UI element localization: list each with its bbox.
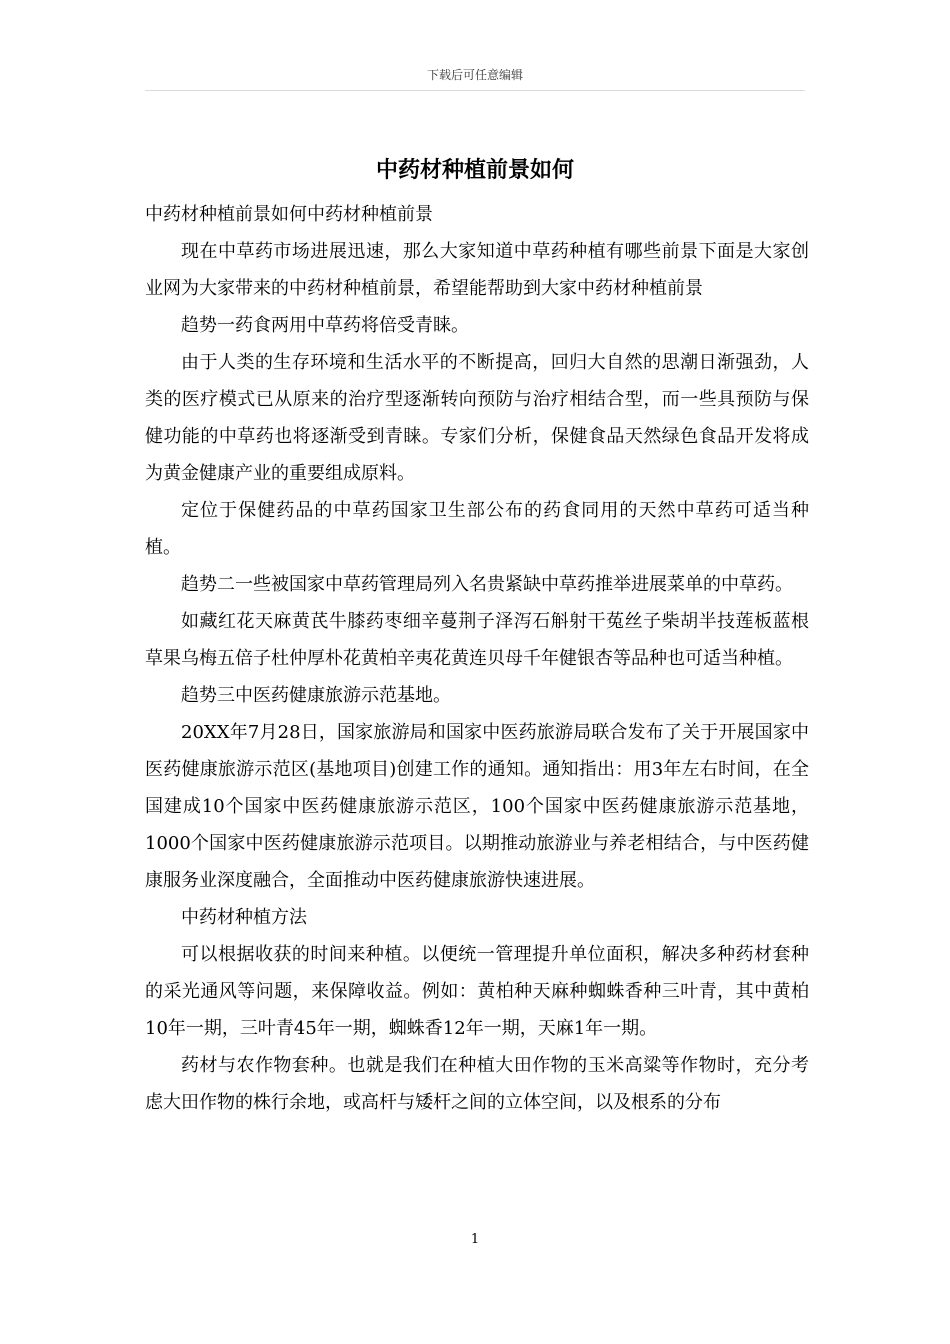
body-paragraph: 如藏红花天麻黄芪牛膝药枣细辛蔓荆子泽泻石斛射干菟丝子柴胡半技莲板蓝根草果乌梅五倍子杜仲厚朴花黄柏辛夷花黄连贝母千年健银杏等品种也可适当种植。	[145, 611, 809, 669]
header-divider	[145, 90, 805, 91]
page-number: 1	[470, 1232, 480, 1247]
body-paragraph: 趋势二一些被国家中草药管理局列入名贵紧缺中草药推举进展菜单的中草药。	[181, 574, 793, 595]
subtitle-paragraph: 中药材种植前景如何中药材种植前景	[145, 204, 433, 225]
body-paragraph: 现在中草药市场进展迅速，那么大家知道中草药种植有哪些前景下面是大家创业网为大家带来的中药材种植前景，希望能帮助到大家中药材种植前景	[145, 241, 809, 299]
document-body	[145, 196, 809, 1121]
section-heading: 中药材种植方法	[181, 907, 307, 928]
header-note: 下载后可任意编辑	[426, 68, 523, 82]
body-paragraph: 由于人类的生存环境和生活水平的不断提高，回归大自然的思潮日渐强劲，人类的医疗模式已从原来的治疗型逐渐转向预防与治疗相结合型，而一些具预防与保健功能的中草药也将逐渐受到青睐。专家们分析，保健食品天然绿色食品开发将成为黄金健康产业的重要组成原料。	[145, 352, 809, 484]
document-title: 中药材种植前景如何	[375, 157, 574, 183]
body-paragraph: 20XX年7月28日，国家旅游局和国家中医药旅游局联合发布了关于开展国家中医药健康旅游示范区(基地项目)创建工作的通知。通知指出：用3年左右时间，在全国建成10个国家中医药健康旅游示范区，100个国家中医药健康旅游示范基地，1000个国家中医药健康旅游示范项目。以期推动旅游业与养老相结合，与中医药健康服务业深度融合，全面推动中医药健康旅游快速进展。	[145, 722, 809, 891]
body-paragraph: 趋势三中医药健康旅游示范基地。	[181, 685, 451, 706]
body-paragraph: 可以根据收获的时间来种植。以便统一管理提升单位面积，解决多种药材套种的采光通风等问题，来保障收益。例如：黄柏种天麻种蜘蛛香种三叶青，其中黄柏10年一期，三叶青45年一期，蜘蛛香12年一期，天麻1年一期。	[145, 944, 809, 1039]
body-paragraph: 药材与农作物套种。也就是我们在种植大田作物的玉米高粱等作物时，充分考虑大田作物的株行余地，或高杆与矮杆之间的立体空间，以及根系的分布	[145, 1055, 809, 1113]
body-paragraph: 定位于保健药品的中草药国家卫生部公布的药食同用的天然中草药可适当种植。	[145, 500, 809, 558]
body-paragraph: 趋势一药食两用中草药将倍受青睐。	[181, 315, 469, 336]
